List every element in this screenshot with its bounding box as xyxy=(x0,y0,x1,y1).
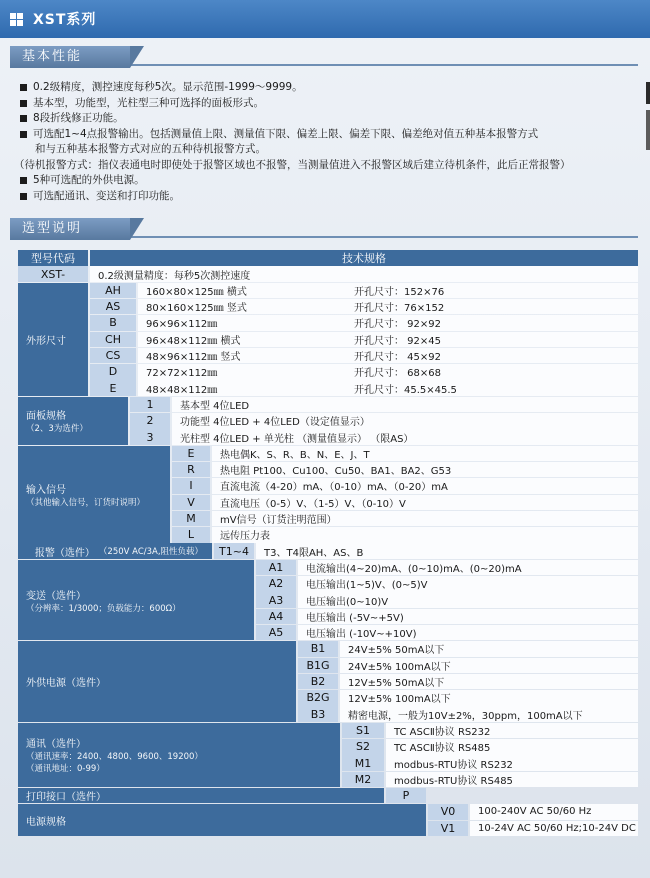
comm-description: TC ASCⅡ协议 RS485 xyxy=(386,739,638,755)
feature-text: 8段折线修正功能。 xyxy=(33,112,124,124)
size-group-label xyxy=(18,283,88,396)
model-code: XST- xyxy=(18,266,88,282)
bullet-icon xyxy=(20,100,27,107)
feature-item xyxy=(14,80,644,96)
size-code: B xyxy=(90,315,136,331)
psu-description: 100-240V AC 50/60 Hz xyxy=(470,804,638,820)
input-description: 热电阻 Pt100、Cu100、Cu50、BA1、BA2、G53 xyxy=(212,462,638,478)
model-description: 0.2级测量精度：每秒5次测控速度 xyxy=(90,266,638,282)
feature-list xyxy=(14,80,644,204)
header-spec: 技术规格 xyxy=(90,250,638,266)
group-label-text: 面板规格 xyxy=(26,411,66,423)
power-output-group-label xyxy=(18,641,296,722)
input-description: 直流电压（0-5）V、（1-5）V、（0-10）V xyxy=(212,495,638,511)
edge-tab-mark xyxy=(646,110,650,150)
comm-code: M2 xyxy=(342,772,384,788)
input-code: I xyxy=(172,478,210,494)
feature-text: 可选配通讯、变送和打印功能。 xyxy=(33,189,180,202)
size-dimension: 48×48×112㎜ xyxy=(138,380,638,396)
input-description: 直流电流（4-20）mA、（0-10）mA、（0-20）mA xyxy=(212,478,638,494)
section-heading-text: 基本性能 xyxy=(22,49,83,64)
size-dimension: 80×160×125㎜ 竖式 xyxy=(138,299,638,315)
group-label-note: （通讯速率：2400、4800、9600、19200） xyxy=(26,752,203,763)
print-code: P xyxy=(386,788,426,804)
comm-description: TC ASCⅡ协议 RS232 xyxy=(386,723,638,739)
group-label-note: （其他输入信号，订货时说明） xyxy=(26,497,146,508)
group-label-text: 打印接口（选件） xyxy=(26,792,106,804)
power-output-code: B1G xyxy=(298,658,338,674)
feature-item xyxy=(14,96,644,112)
title-bar xyxy=(0,0,650,38)
feature-note: （待机报警方式：指仪表通电时即使处于报警区域也不报警，当测量值进入不报警区域后建立待机条件，此后正常报警） xyxy=(14,158,571,171)
size-code: CS xyxy=(90,348,136,364)
size-code: D xyxy=(90,364,136,380)
group-label-text: 变送（选件） xyxy=(26,590,86,602)
transmit-code: A1 xyxy=(256,560,296,576)
alarm-code: T1~4 xyxy=(214,543,254,559)
comm-code: M1 xyxy=(342,755,384,771)
bullet-icon xyxy=(20,193,27,200)
size-cutout: 开孔尺寸：45.5×45.5 xyxy=(354,384,457,396)
power-output-code: B2G xyxy=(298,690,338,706)
psu-group-label xyxy=(18,804,426,836)
group-label-text: 电源规格 xyxy=(26,816,66,828)
panel-description: 功能型 4位LED + 4位LED（设定值显示） xyxy=(172,413,638,429)
power-output-code: B2 xyxy=(298,674,338,690)
transmit-description: 电压输出 (-5V~+5V) xyxy=(298,609,638,625)
feature-text: 基本型，功能型，光柱型三种可选择的面板形式。 xyxy=(33,96,264,109)
size-cutout: 开孔尺寸：152×76 xyxy=(354,286,445,298)
size-dimension: 160×80×125㎜ 横式 xyxy=(138,283,638,299)
input-code: M xyxy=(172,511,210,527)
group-label-text: 输入信号 xyxy=(26,484,66,496)
size-code: AH xyxy=(90,283,136,299)
windows-logo-icon xyxy=(10,13,23,26)
section-heading-basic xyxy=(10,46,130,68)
feature-item xyxy=(14,127,644,143)
size-code: CH xyxy=(90,332,136,348)
input-code: V xyxy=(172,495,210,511)
comm-code: S2 xyxy=(342,739,384,755)
group-label-text: 外形尺寸 xyxy=(26,335,66,347)
power-output-description: 12V±5% 50mA以下 xyxy=(340,674,638,690)
header-code: 型号代码 xyxy=(18,250,88,266)
panel-description: 光柱型 4位LED + 单光柱 （测量值显示） （限AS） xyxy=(172,429,638,445)
size-dimension: 48×96×112㎜ 竖式 xyxy=(138,348,638,364)
group-label-text: 外供电源（选件） xyxy=(26,678,106,690)
bullet-icon xyxy=(20,115,27,122)
power-output-code: B3 xyxy=(298,706,338,722)
comm-description: modbus-RTU协议 RS232 xyxy=(386,755,638,771)
input-code: R xyxy=(172,462,210,478)
size-dimension: 96×48×112㎜ 横式 xyxy=(138,332,638,348)
edge-tab-mark xyxy=(646,82,650,104)
power-output-description: 精密电源，一般为10V±2%，30ppm，100mA以下 xyxy=(340,706,638,722)
transmit-code: A2 xyxy=(256,576,296,592)
group-label-note: （通讯地址：0-99） xyxy=(26,764,105,775)
feature-item xyxy=(14,111,644,127)
feature-text: 可选配1~4点报警输出。包括测量值上限、测量值下限、偏差上限、偏差下限、偏差绝对值五种基本报警方式 xyxy=(33,127,539,140)
psu-code: V0 xyxy=(428,804,468,820)
power-output-description: 12V±5% 100mA以下 xyxy=(340,690,638,706)
transmit-description: 电压输出(1~5)V、(0~5)V xyxy=(298,576,638,592)
size-code: AS xyxy=(90,299,136,315)
transmit-code: A4 xyxy=(256,609,296,625)
transmit-description: 电流输出(4~20)mA、(0~10)mA、(0~20)mA xyxy=(298,560,638,576)
input-description: 热电偶K、S、R、B、N、E、J、T xyxy=(212,446,638,462)
power-output-description: 24V±5% 100mA以下 xyxy=(340,658,638,674)
transmit-code: A3 xyxy=(256,592,296,608)
feature-text: 5种可选配的外供电源。 xyxy=(33,174,145,186)
transmit-description: 电压输出(0~10)V xyxy=(298,592,638,608)
input-code: L xyxy=(172,527,210,543)
group-label-text: 报警（选件） xyxy=(34,547,95,559)
psu-code: V1 xyxy=(428,821,468,837)
group-label-note: （250V AC/3A,阻性负载） xyxy=(98,547,204,558)
comm-description: modbus-RTU协议 RS485 xyxy=(386,772,638,788)
size-code: E xyxy=(90,380,136,396)
panel-group-label xyxy=(18,397,128,445)
feature-item xyxy=(14,173,644,189)
transmit-code: A5 xyxy=(256,625,296,641)
size-cutout: 开孔尺寸： 68×68 xyxy=(354,368,442,380)
feature-text: 0.2级精度，测控速度每秒5次。显示范围-1999～9999。 xyxy=(33,81,303,93)
panel-code: 2 xyxy=(130,413,170,429)
alarm-description: T3、T4限AH、AS、B xyxy=(256,543,638,559)
transmit-description: 电压输出 (-10V~+10V) xyxy=(298,625,638,641)
power-output-description: 24V±5% 50mA以下 xyxy=(340,641,638,657)
power-output-code: B1 xyxy=(298,641,338,657)
panel-code: 3 xyxy=(130,429,170,445)
bullet-icon xyxy=(20,177,27,184)
section-heading-text: 选型说明 xyxy=(22,221,83,236)
input-code: E xyxy=(172,446,210,462)
transmit-group-label xyxy=(18,560,254,641)
size-cutout: 开孔尺寸：76×152 xyxy=(354,303,445,315)
comm-code: S1 xyxy=(342,723,384,739)
psu-description: 10-24V AC 50/60 Hz;10-24V DC xyxy=(470,821,638,837)
panel-code: 1 xyxy=(130,397,170,413)
size-dimension: 96×96×112㎜ xyxy=(138,315,638,331)
print-group-label xyxy=(18,788,384,804)
group-label-text: 通讯（选件） xyxy=(26,739,86,751)
section-heading-selection xyxy=(10,218,130,240)
page-title: XST系列 xyxy=(33,12,97,28)
comm-group-label xyxy=(18,723,340,787)
size-cutout: 开孔尺寸： 45×92 xyxy=(354,352,442,364)
input-group-label xyxy=(18,446,170,543)
alarm-group-label xyxy=(18,543,212,559)
bullet-icon xyxy=(20,84,27,91)
size-dimension: 72×72×112㎜ xyxy=(138,364,638,380)
group-label-note: （2、3为选件） xyxy=(26,424,88,435)
size-cutout: 开孔尺寸： 92×92 xyxy=(354,319,442,331)
input-description: mV信号（订货注明范围） xyxy=(212,511,638,527)
bullet-icon xyxy=(20,131,27,138)
feature-continuation: 和与五种基本报警方式对应的五种待机报警方式。 xyxy=(35,143,266,155)
feature-item xyxy=(14,189,644,205)
panel-description: 基本型 4位LED xyxy=(172,397,638,413)
input-description: 远传压力表 xyxy=(212,527,638,543)
size-cutout: 开孔尺寸： 92×45 xyxy=(354,335,442,347)
group-label-note: （分辨率：1/3000；负载能力：600Ω） xyxy=(26,603,181,614)
